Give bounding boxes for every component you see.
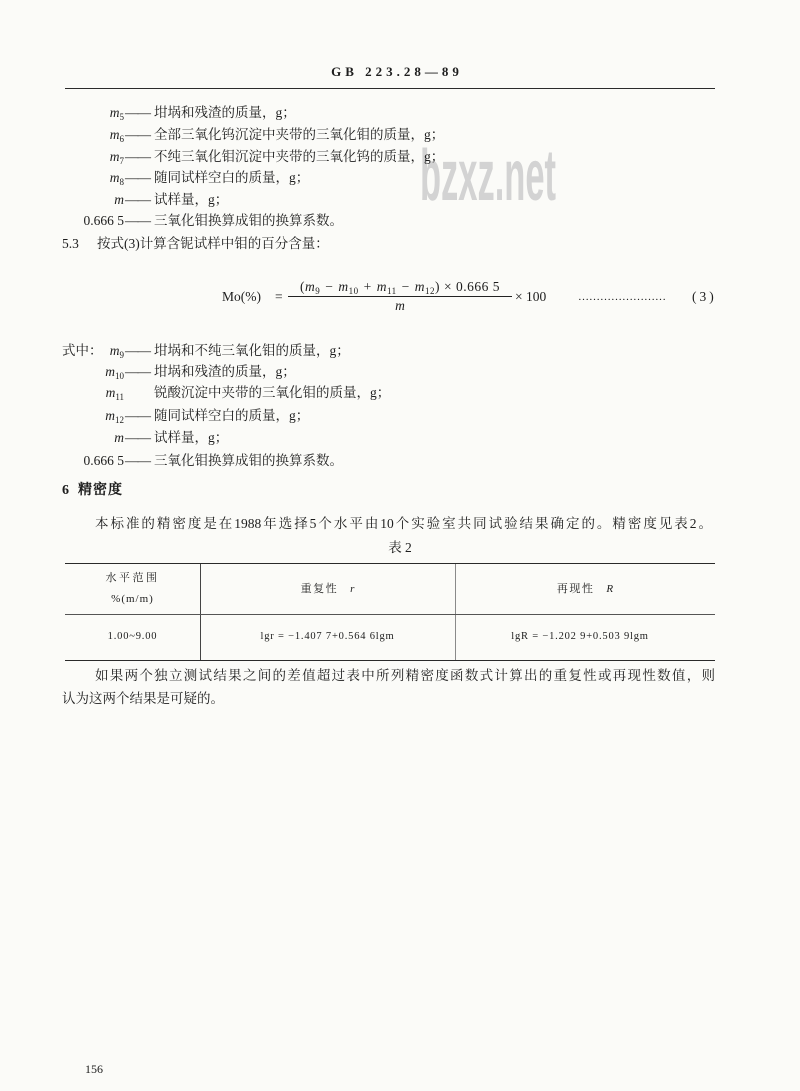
header-repeatability <box>200 580 455 598</box>
formula-numerator <box>288 278 512 296</box>
definition-row <box>0 429 800 447</box>
definition-dash: —— <box>125 364 150 379</box>
symbol-subscript: 8 <box>119 177 124 187</box>
definition-text: 三氧化钼换算成钼的换算系数。 <box>154 213 343 228</box>
standard-code-header: GB 223.28—89 <box>331 64 463 79</box>
definition-dash: —— <box>125 408 150 423</box>
conversion-factor: × 0.666 5 <box>444 279 501 294</box>
header-symbol: R <box>606 583 614 595</box>
definition-dash: —— <box>125 149 150 164</box>
cell-repeatability: lgr = −1.407 7+0.564 6lgm <box>260 631 395 642</box>
definition-row <box>0 342 800 360</box>
symbol-subscript: 7 <box>119 156 124 166</box>
variable-symbol <box>0 342 124 360</box>
definition-text: 试样量，g； <box>154 430 229 445</box>
variable-symbol <box>0 104 124 122</box>
factor-value: 0.666 5 <box>83 213 124 228</box>
variable-symbol <box>0 407 124 425</box>
definition-dash: —— <box>125 213 150 228</box>
symbol-letter: m <box>105 385 116 400</box>
term-symbol: m <box>304 279 316 294</box>
definition-text: 坩埚和残渣的质量，g； <box>154 364 296 379</box>
formula-fraction <box>288 278 512 315</box>
definition-text: 随同试样空白的质量，g； <box>154 408 310 423</box>
header-level-range: 水平范围 <box>105 572 160 584</box>
definition-text: 锐酸沉淀中夹带的三氧化钼的质量，g； <box>154 385 391 400</box>
term-subscript: 10 <box>348 286 359 296</box>
section-number: 6 <box>62 483 69 498</box>
header-label: 重复性 <box>300 583 339 595</box>
variable-symbol <box>0 126 124 144</box>
symbol-subscript: 9 <box>119 350 124 360</box>
term-symbol: m <box>414 279 426 294</box>
formula-denominator <box>288 297 512 315</box>
header-reproducibility <box>455 580 715 598</box>
header-level-unit: %(m/m) <box>111 593 154 605</box>
formula-multiplier: × 100 <box>515 289 547 304</box>
header-symbol: r <box>350 583 355 595</box>
dot-leader: …………………… <box>578 291 666 303</box>
definition-row <box>0 169 800 187</box>
paren-open: ( <box>299 279 305 294</box>
term-symbol: m <box>338 279 349 294</box>
term-subscript: 9 <box>315 286 321 296</box>
symbol-letter: m <box>109 343 120 358</box>
term-operator: − <box>401 279 410 294</box>
definition-text: 不纯三氧化钼沉淀中夹带的三氧化钨的质量，g； <box>154 149 445 164</box>
definition-text: 试样量，g； <box>154 192 229 207</box>
definition-dash: —— <box>125 192 150 207</box>
definition-row <box>0 191 800 209</box>
symbol-subscript: 12 <box>115 415 124 425</box>
symbol-letter: m <box>109 170 120 185</box>
conversion-factor <box>0 212 124 230</box>
variable-symbol <box>0 169 124 187</box>
definition-text: 坩埚和不纯三氧化钼的质量，g； <box>154 343 350 358</box>
definition-row <box>0 148 800 166</box>
definition-dash: —— <box>125 343 150 358</box>
clause-number: 5.3 <box>62 236 79 251</box>
definition-text: 三氧化钼换算成钼的换算系数。 <box>154 453 343 468</box>
conversion-factor <box>0 452 124 470</box>
variable-symbol <box>0 148 124 166</box>
definition-dash: —— <box>125 105 150 120</box>
page-number: 156 <box>85 1062 103 1076</box>
formula-equals: = <box>275 289 283 304</box>
definition-row <box>0 104 800 122</box>
table-caption: 表 2 <box>388 540 412 555</box>
symbol-letter: m <box>114 430 124 445</box>
precision-table <box>65 563 715 661</box>
paren-close: ) <box>435 279 441 294</box>
term-operator: − <box>325 279 334 294</box>
term-subscript: 11 <box>386 286 397 296</box>
definition-row <box>0 452 800 470</box>
watermark-text: bzxz.net <box>420 136 557 216</box>
paragraph-suspect-line-1: 如果两个独立测试结果之间的差值超过表中所列精密度函数式计算出的重复性或再现性数值，则 <box>95 668 715 683</box>
term-subscript: 12 <box>425 286 436 296</box>
term-symbol: m <box>376 279 387 294</box>
symbol-letter: m <box>109 149 120 164</box>
denominator-symbol: m <box>395 298 405 313</box>
symbol-letter: m <box>114 192 124 207</box>
header-row-divider <box>65 614 715 615</box>
symbol-subscript: 5 <box>119 112 124 122</box>
definition-row <box>0 126 800 144</box>
definition-row <box>0 212 800 230</box>
definition-row <box>0 407 800 425</box>
section-title: 精密度 <box>78 483 123 498</box>
header-rule <box>65 88 715 89</box>
definition-dash: —— <box>125 127 150 142</box>
symbol-letter: m <box>109 105 120 120</box>
definition-dash: —— <box>125 453 150 468</box>
symbol-letter: m <box>105 408 115 423</box>
formula-lhs: Mo(%) <box>222 289 261 304</box>
variable-symbol <box>0 384 124 402</box>
paragraph-precision: 本标准的精密度是在1988年选择5个水平由10个实验室共同试验结果确定的。精密度见表2。 <box>95 516 712 531</box>
equation-number: (3) <box>692 289 717 304</box>
definition-dash: —— <box>125 170 150 185</box>
definition-text: 随同试样空白的质量，g； <box>154 170 310 185</box>
symbol-subscript: 10 <box>115 371 124 381</box>
cell-reproducibility: lgR = −1.202 9+0.503 9lgm <box>511 631 649 642</box>
header-label: 再现性 <box>556 583 595 595</box>
symbol-letter: m <box>109 127 120 142</box>
definition-dash: —— <box>125 430 150 445</box>
paragraph-suspect-line-2: 认为这两个结果是可疑的。 <box>62 691 224 706</box>
variable-symbol <box>0 363 124 381</box>
where-label: 式中： <box>62 343 103 358</box>
factor-value: 0.666 5 <box>83 453 124 468</box>
definition-text: 全部三氧化钨沉淀中夹带的三氧化钼的质量，g； <box>154 127 445 142</box>
cell-level-range: 1.00~9.00 <box>107 631 158 642</box>
variable-symbol <box>0 429 124 447</box>
variable-symbol <box>0 191 124 209</box>
definition-text: 坩埚和残渣的质量，g； <box>154 105 296 120</box>
definition-row <box>0 384 800 402</box>
symbol-letter: m <box>105 364 115 379</box>
symbol-subscript: 6 <box>119 134 124 144</box>
term-operator: + <box>363 279 372 294</box>
symbol-subscript: 11 <box>115 392 124 402</box>
clause-text: 按式(3)计算含铌试样中钼的百分含量： <box>97 236 329 251</box>
definition-row <box>0 363 800 381</box>
